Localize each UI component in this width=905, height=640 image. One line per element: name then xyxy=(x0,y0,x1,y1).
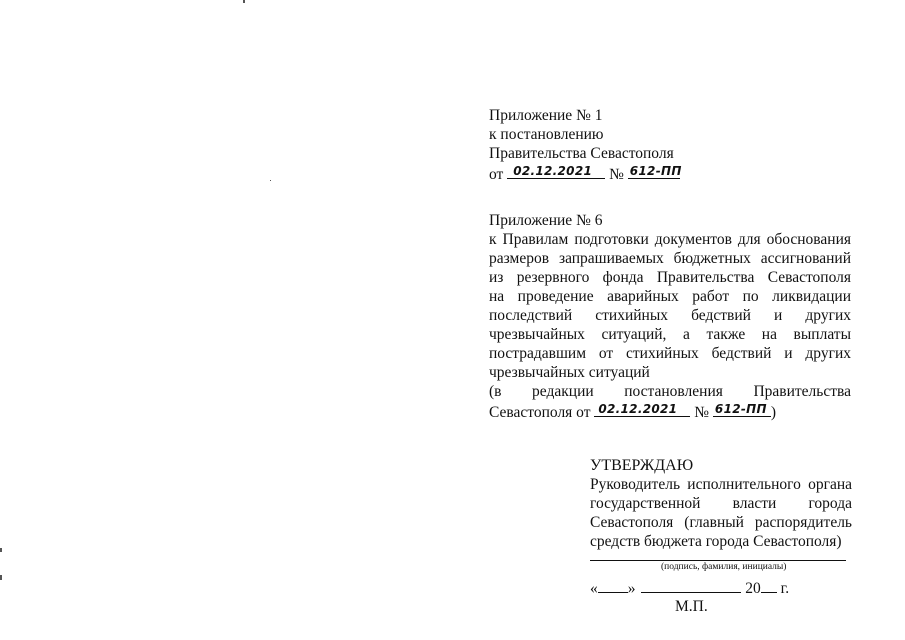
appendix-6-line: на проведение аварийных работ по ликвидации xyxy=(489,288,851,305)
appendix-6-line: последствий стихийных бедствий и других xyxy=(489,307,851,324)
number-field xyxy=(628,163,680,179)
edition-date-field xyxy=(594,401,690,417)
appendix-6-line: чрезвычайных ситуаций, а также на выплаты xyxy=(489,326,851,343)
edition-prefix: Севастополя от xyxy=(489,404,591,421)
year-suffix: г. xyxy=(780,580,790,597)
scan-speck xyxy=(0,548,2,552)
signature-line xyxy=(590,560,846,561)
appendix-6-line: пострадавшим от стихийных бедствий и других xyxy=(489,345,851,362)
appendix-6-last-line: чрезвычайных ситуаций xyxy=(489,364,650,381)
close-quote: » xyxy=(627,580,636,597)
approval-block xyxy=(590,456,852,551)
appendix-6-line: из резервного фонда Правительства Севастополя xyxy=(489,269,851,286)
appendix-1-line2: к постановлению xyxy=(489,126,604,143)
approve-line: Севастополя (главный распорядитель xyxy=(590,514,852,531)
signature-caption: (подпись, фамилия, инициалы) xyxy=(661,562,787,572)
approve-title: УТВЕРЖДАЮ xyxy=(590,457,694,474)
year-prefix: 20 xyxy=(745,580,761,597)
scan-speck xyxy=(243,0,245,3)
appendix-6-title: Приложение № 6 xyxy=(489,212,603,229)
appendix-6-header xyxy=(489,211,851,420)
year-blank xyxy=(761,578,777,593)
approve-last-line: средств бюджета города Севастополя) xyxy=(590,533,842,550)
edition-date-row xyxy=(489,401,851,420)
open-quote: « xyxy=(590,580,598,597)
month-blank xyxy=(641,578,741,593)
appendix-1-line3: Правительства Севастополя xyxy=(489,145,674,162)
approve-line: государственной власти города xyxy=(590,495,852,512)
stamp-label: М.П. xyxy=(675,598,708,615)
appendix-1-title: Приложение № 1 xyxy=(489,107,603,124)
scan-speck xyxy=(0,575,2,580)
edition-close: ) xyxy=(770,404,777,421)
edition-number-label: № xyxy=(694,404,710,421)
edition-number-field xyxy=(713,401,771,417)
number-label: № xyxy=(609,166,624,183)
date-field xyxy=(507,163,605,179)
appendix-1-header xyxy=(489,106,829,182)
handwritten-number: 612-ПП xyxy=(629,164,682,178)
appendix-6-line: к Правилам подготовки документов для обоснования xyxy=(489,231,851,248)
approve-line: Руководитель исполнительного органа xyxy=(590,476,852,493)
appendix-1-date-row xyxy=(489,163,829,182)
appendix-6-line: размеров запрашиваемых бюджетных ассигнований xyxy=(489,250,851,267)
handwritten-edition-number: 612-ПП xyxy=(714,402,767,416)
approval-date-row xyxy=(590,578,789,597)
from-label: от xyxy=(489,166,504,183)
scan-speck xyxy=(270,180,271,181)
edition-line: (в редакции постановления Правительства xyxy=(489,383,851,400)
handwritten-date: 02.12.2021 xyxy=(513,164,593,178)
day-blank xyxy=(598,578,628,593)
handwritten-edition-date: 02.12.2021 xyxy=(598,402,678,416)
